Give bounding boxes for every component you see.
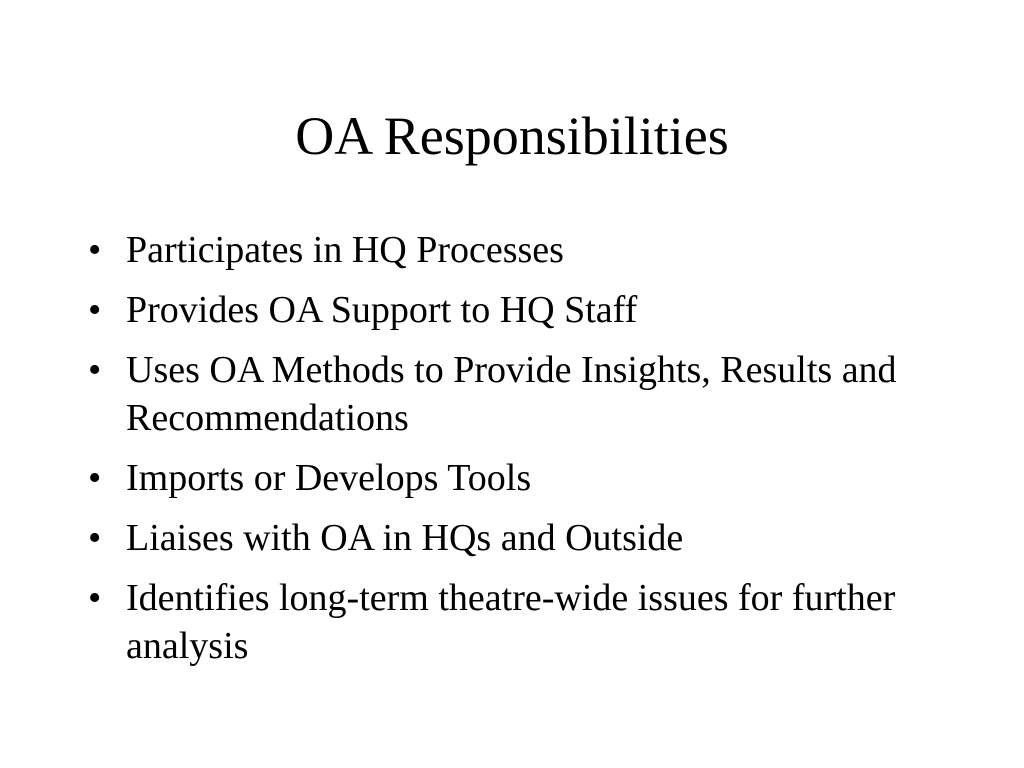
bullet-icon: •: [88, 577, 102, 619]
bullet-text: Uses OA Methods to Provide Insights, Results and Recommendations: [126, 349, 897, 439]
bullet-item: [88, 286, 948, 334]
slide-title: OA Responsibilities: [295, 106, 729, 166]
bullet-text: Imports or Develops Tools: [126, 457, 532, 499]
bullet-text: Identifies long-term theatre-wide issues for further analysis: [126, 577, 896, 667]
bullet-text: Liaises with OA in HQs and Outside: [126, 517, 684, 559]
bullet-item: [88, 346, 948, 442]
bullet-item: [88, 574, 948, 670]
bullet-text: Participates in HQ Processes: [126, 229, 564, 271]
bullet-icon: •: [88, 289, 102, 331]
bullet-list: [88, 226, 948, 682]
bullet-item: [88, 514, 948, 562]
bullet-item: [88, 226, 948, 274]
bullet-icon: •: [88, 517, 102, 559]
bullet-text: Provides OA Support to HQ Staff: [126, 289, 638, 331]
bullet-icon: •: [88, 229, 102, 271]
bullet-icon: •: [88, 457, 102, 499]
bullet-icon: •: [88, 349, 102, 391]
bullet-item: [88, 454, 948, 502]
